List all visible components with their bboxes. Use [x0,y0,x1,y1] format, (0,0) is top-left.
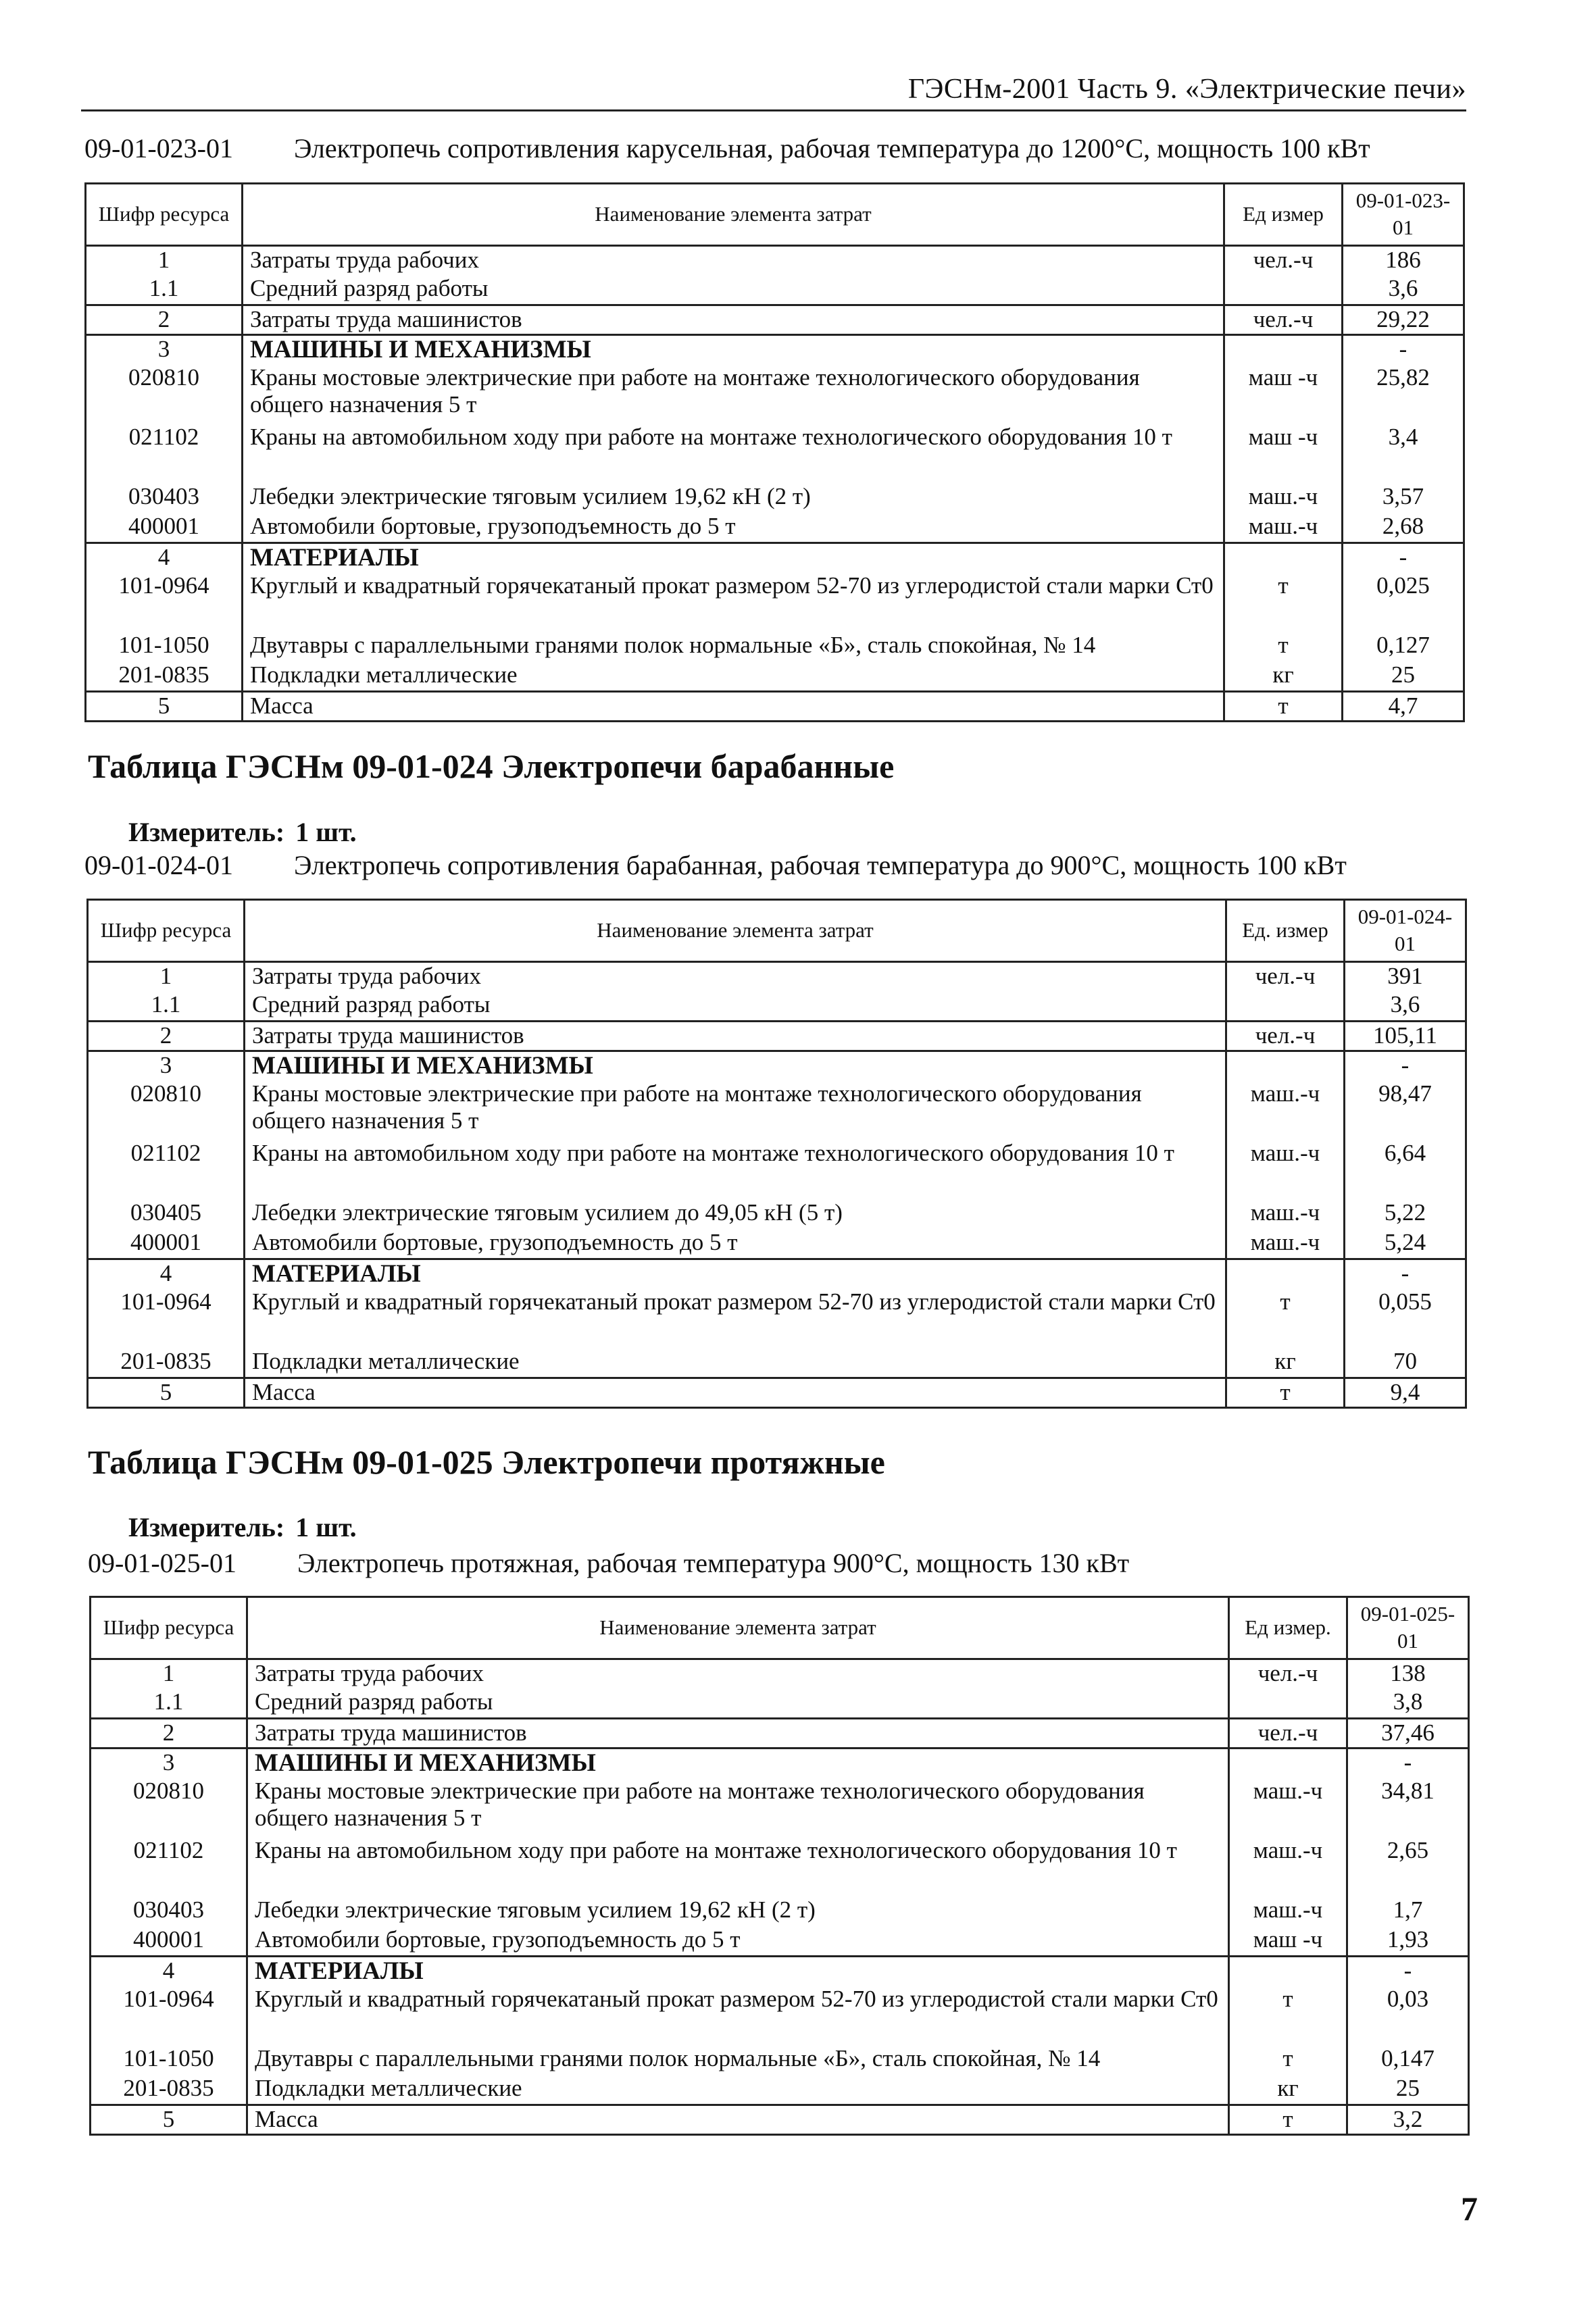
row-name: Лебедки электрические тяговым усилием до 49,05 кН (5 т) [245,1199,1226,1229]
row-name: МАШИНЫ И МЕХАНИЗМЫ [245,1051,1226,1080]
row-value: 1,7 [1393,1896,1423,1923]
row-code: 4 [86,543,243,572]
column-header-unit: Ед. измер [1226,900,1345,962]
row-unit [1226,991,1345,1021]
row-unit: чел.-ч [1226,961,1345,991]
column-header-unit: Ед измер. [1229,1597,1347,1659]
table-row [86,691,1464,721]
row-code: 400001 [88,1229,245,1259]
row-value: 0,03 [1387,1986,1429,2013]
row-unit: чел.-ч [1224,305,1343,334]
row-name: Лебедки электрические тяговым усилием 19,62 кН (2 т) [247,1896,1229,1926]
row-value: 4,7 [1388,692,1418,719]
row-code: 201-0835 [86,661,243,691]
row-name: Подкладки металлические [245,1348,1226,1378]
row-unit: маш.-ч [1226,1080,1345,1140]
row-name: Краны на автомобильном ходу при работе на монтаже технологического оборудования 10 т [245,1140,1226,1199]
column-header-code: Шифр ресурса [86,184,243,246]
table-row [91,1718,1469,1748]
row-name: МАТЕРИАЛЫ [247,1956,1229,1986]
table-row [88,1229,1466,1259]
row-value: 37,46 [1347,1718,1469,1748]
document-title: ГЭСНм-2001 Часть 9. «Электрические печи» [907,74,1466,105]
row-name: Затраты труда рабочих [247,1659,1229,1688]
row-unit: т [1224,691,1343,721]
row-value: 0,025 [1376,572,1430,599]
row-name: Краны на автомобильном ходу при работе на монтаже технологического оборудования 10 т [247,1837,1229,1896]
column-header-code: Шифр ресурса [91,1597,247,1659]
section-row-machines [86,334,1464,364]
row-value: 3,6 [1343,275,1464,305]
table-header-row [86,184,1464,246]
table-row [91,2105,1469,2134]
row-value: - [1399,335,1407,362]
table-row [86,305,1464,334]
row-unit: маш.-ч [1224,483,1343,513]
row-value: 391 [1387,962,1423,989]
row-value: 25,82 [1376,364,1430,391]
section-row-machines [88,1051,1466,1080]
table-row [88,1288,1466,1348]
norm-description: Электропечь протяжная, рабочая температура 900°С, мощность 130 кВт [297,1548,1130,1578]
table-row [91,1688,1469,1718]
row-code: 5 [86,691,243,721]
row-code: 5 [88,1378,245,1407]
table-row [88,1080,1466,1140]
row-code: 5 [91,2105,247,2134]
row-name: Краны на автомобильном ходу при работе на монтаже технологического оборудования 10 т [243,424,1224,483]
row-value: 0,055 [1378,1288,1432,1315]
row-name: Затраты труда рабочих [245,961,1226,991]
row-name: МАТЕРИАЛЫ [243,543,1224,572]
row-value: 3,8 [1347,1688,1469,1718]
table-header-row [88,900,1466,962]
row-value: 138 [1390,1659,1426,1686]
row-unit: маш.-ч [1224,513,1343,543]
row-unit: маш.-ч [1229,1837,1347,1896]
row-value: 9,4 [1390,1378,1420,1405]
row-unit [1226,1259,1345,1288]
row-name: Автомобили бортовые, грузоподъемность до 5 т [247,1926,1229,1956]
row-name: Масса [247,2105,1229,2134]
row-unit [1229,1956,1347,1986]
row-code: 020810 [91,1778,247,1837]
row-value: 3,4 [1388,424,1418,451]
table-row [86,632,1464,661]
page-number: 7 [1461,2190,1478,2228]
column-header-name: Наименование элемента затрат [243,184,1224,246]
row-unit: маш.-ч [1226,1229,1345,1259]
table-row [88,1348,1466,1378]
row-unit: т [1229,2045,1347,2075]
norm-code: 09-01-023-01 [84,133,233,164]
resource-table-025 [89,1596,1470,2136]
row-code: 030403 [91,1896,247,1926]
table-row [86,513,1464,543]
row-unit [1224,275,1343,305]
row-value: - [1403,1749,1412,1776]
row-code: 4 [91,1956,247,1986]
row-unit: чел.-ч [1229,1659,1347,1688]
row-unit: маш -ч [1229,1926,1347,1956]
row-value: 25 [1347,2075,1469,2105]
row-name: Затраты труда машинистов [243,305,1224,334]
row-value: 3,2 [1393,2105,1423,2132]
row-code: 4 [88,1259,245,1288]
row-code: 020810 [86,364,243,424]
table-row [88,1021,1466,1051]
row-code: 030403 [86,483,243,513]
row-name: Средний разряд работы [245,991,1226,1021]
row-code: 3 [86,334,243,364]
row-name: Автомобили бортовые, грузоподъемность до 5 т [245,1229,1226,1259]
row-name: Подкладки металлические [243,661,1224,691]
section-row-machines [91,1748,1469,1778]
column-header-code: Шифр ресурса [88,900,245,962]
section-title-025: Таблица ГЭСНм 09-01-025 Электропечи протяжные [88,1443,885,1481]
row-value: 25 [1343,661,1464,691]
table-row [91,1659,1469,1688]
row-name: МАШИНЫ И МЕХАНИЗМЫ [247,1748,1229,1778]
row-name: Масса [245,1378,1226,1407]
row-code: 021102 [88,1140,245,1199]
row-value: 3,6 [1345,991,1466,1021]
table-row [88,1378,1466,1407]
section-row-materials [91,1956,1469,1986]
table-row [88,1140,1466,1199]
row-code: 1 [91,1659,247,1688]
row-unit: т [1229,2105,1347,2134]
column-header-norm: 09-01-024-01 [1345,900,1466,962]
row-name: Круглый и квадратный горячекатаный прокат размером 52-70 из углеродистой стали марки Ст0 [245,1288,1226,1348]
row-value: 34,81 [1381,1778,1435,1805]
column-header-name: Наименование элемента затрат [247,1597,1229,1659]
row-unit: кг [1224,661,1343,691]
row-name: Затраты труда машинистов [247,1718,1229,1748]
norm-description: Электропечь сопротивления карусельная, рабочая температура до 1200°С, мощность 100 кВт [294,133,1370,164]
row-unit: т [1224,572,1343,632]
row-code: 030405 [88,1199,245,1229]
row-unit: маш.-ч [1226,1140,1345,1199]
row-code: 1.1 [88,991,245,1021]
row-code: 101-0964 [88,1288,245,1348]
row-value: - [1403,1957,1412,1984]
row-value: 5,24 [1345,1229,1466,1259]
row-value: - [1401,1051,1410,1078]
row-value: 105,11 [1345,1021,1466,1051]
table-row [86,424,1464,483]
norm-description: Электропечь сопротивления барабанная, рабочая температура до 900°С, мощность 100 кВт [294,850,1347,880]
table-row [91,1986,1469,2045]
table-row [91,1778,1469,1837]
row-unit [1224,334,1343,364]
row-code: 1 [88,961,245,991]
row-unit: маш -ч [1224,364,1343,424]
row-code: 3 [88,1051,245,1080]
row-unit: чел.-ч [1224,245,1343,275]
row-unit: маш.-ч [1226,1199,1345,1229]
section-title-024: Таблица ГЭСНм 09-01-024 Электропечи барабанные [88,747,895,785]
row-unit [1229,1688,1347,1718]
row-unit [1226,1051,1345,1080]
table-row [86,661,1464,691]
norm-code: 09-01-025-01 [88,1548,236,1578]
row-code: 020810 [88,1080,245,1140]
row-name: Средний разряд работы [243,275,1224,305]
row-code: 2 [88,1021,245,1051]
table-row [88,991,1466,1021]
row-value: - [1401,1259,1410,1286]
table-row [88,1199,1466,1229]
row-name: Краны мостовые электрические при работе на монтаже технологического оборудования общего назначения 5 т [243,364,1224,424]
row-name: Автомобили бортовые, грузоподъемность до 5 т [243,513,1224,543]
row-code: 101-1050 [86,632,243,661]
table-row [91,1926,1469,1956]
table-header-row [91,1597,1469,1659]
table-row [91,1896,1469,1926]
row-value: 6,64 [1384,1140,1426,1167]
resource-table-024 [86,899,1467,1409]
row-unit: маш.-ч [1229,1896,1347,1926]
row-code: 021102 [91,1837,247,1896]
table-row [86,483,1464,513]
measure-value: 1 шт. [295,817,357,847]
row-name: Затраты труда машинистов [245,1021,1226,1051]
table-row [86,572,1464,632]
table-row [86,245,1464,275]
row-value: 1,93 [1347,1926,1469,1956]
row-name: Краны мостовые электрические при работе на монтаже технологического оборудования общего назначения 5 т [247,1778,1229,1837]
table-row [91,2075,1469,2105]
row-unit: маш -ч [1224,424,1343,483]
row-code: 400001 [91,1926,247,1956]
measure-label: Измеритель: [128,817,285,847]
row-unit: кг [1226,1348,1345,1378]
row-name: Средний разряд работы [247,1688,1229,1718]
column-header-unit: Ед измер [1224,184,1343,246]
row-value: 186 [1385,246,1421,273]
section-row-materials [88,1259,1466,1288]
row-code: 1.1 [86,275,243,305]
row-code: 201-0835 [88,1348,245,1378]
row-unit [1229,1748,1347,1778]
section-row-materials [86,543,1464,572]
row-unit: т [1226,1378,1345,1407]
norm-code: 09-01-024-01 [84,850,233,880]
row-code: 2 [86,305,243,334]
row-code: 101-0964 [86,572,243,632]
row-value: - [1399,543,1407,570]
row-value: 0,147 [1381,2045,1435,2072]
measure-line-024 [128,816,357,848]
row-unit: кг [1229,2075,1347,2105]
column-header-norm: 09-01-025-01 [1347,1597,1469,1659]
row-unit: чел.-ч [1229,1718,1347,1748]
row-code: 201-0835 [91,2075,247,2105]
table-row [86,364,1464,424]
row-code: 2 [91,1718,247,1748]
table-row [86,275,1464,305]
row-name: Круглый и квадратный горячекатаный прокат размером 52-70 из углеродистой стали марки Ст0 [247,1986,1229,2045]
row-name: Затраты труда рабочих [243,245,1224,275]
row-name: Масса [243,691,1224,721]
row-value: 2,68 [1343,513,1464,543]
row-name: Круглый и квадратный горячекатаный прокат размером 52-70 из углеродистой стали марки Ст0 [243,572,1224,632]
row-code: 101-0964 [91,1986,247,2045]
row-value: 70 [1345,1348,1466,1378]
row-value: 5,22 [1384,1199,1426,1226]
row-value: 98,47 [1378,1080,1432,1107]
row-code: 021102 [86,424,243,483]
table-row [88,961,1466,991]
row-value: 2,65 [1387,1837,1429,1864]
measure-label: Измеритель: [128,1512,285,1542]
row-name: Подкладки металлические [247,2075,1229,2105]
row-name: МАТЕРИАЛЫ [245,1259,1226,1288]
row-name: МАШИНЫ И МЕХАНИЗМЫ [243,334,1224,364]
measure-value: 1 шт. [295,1512,357,1542]
row-name: Краны мостовые электрические при работе на монтаже технологического оборудования общего назначения 5 т [245,1080,1226,1140]
row-unit: т [1226,1288,1345,1348]
row-value: 3,57 [1382,483,1424,510]
row-unit: маш.-ч [1229,1778,1347,1837]
running-header [81,69,1466,111]
table-row [91,1837,1469,1896]
row-code: 400001 [86,513,243,543]
measure-line-025 [128,1511,357,1543]
row-unit: чел.-ч [1226,1021,1345,1051]
column-header-name: Наименование элемента затрат [245,900,1226,962]
resource-table-023 [84,182,1465,722]
row-unit [1224,543,1343,572]
row-code: 3 [91,1748,247,1778]
row-name: Лебедки электрические тяговым усилием 19,62 кН (2 т) [243,483,1224,513]
row-code: 1 [86,245,243,275]
row-name: Двутавры с параллельными гранями полок нормальные «Б», сталь спокойная, № 14 [247,2045,1229,2075]
row-unit: т [1229,1986,1347,2045]
row-code: 1.1 [91,1688,247,1718]
table-row [91,2045,1469,2075]
row-value: 29,22 [1343,305,1464,334]
column-header-norm: 09-01-023-01 [1343,184,1464,246]
row-value: 0,127 [1376,632,1430,659]
row-name: Двутавры с параллельными гранями полок нормальные «Б», сталь спокойная, № 14 [243,632,1224,661]
row-code: 101-1050 [91,2045,247,2075]
row-unit: т [1224,632,1343,661]
